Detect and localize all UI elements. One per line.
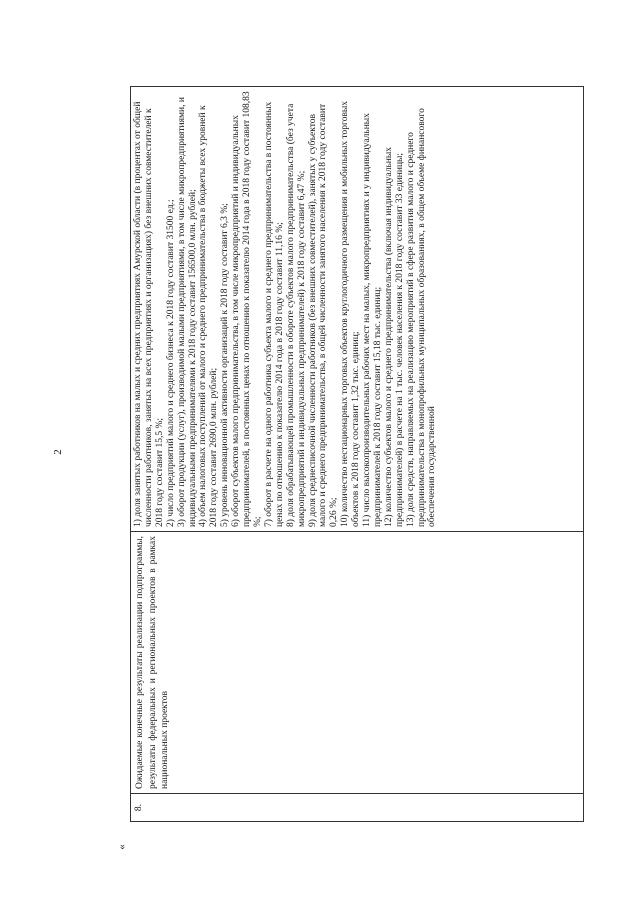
result-item: 10) количество нестационарных торговых объектов круглогодичного размещения и мобильных торговых объектов к 2018 году составит 1,32 тыс. единиц;	[340, 100, 362, 527]
results-cell	[131, 87, 583, 531]
result-item: 9) доля среднесписочной численности работников (без внешних совместителей), занятых у субъектов малого и среднего предпринимательства, в общей численности занятого населения к 2018 году составит 0,26 %;	[307, 103, 340, 527]
passport-table	[130, 86, 584, 822]
result-item: 5) уровень инновационной активности организаций к 2018 году составит 6,3 %;	[220, 203, 231, 527]
row-number: 8.	[131, 793, 583, 821]
result-item: 3) оборот продукции (услуг), производимой малыми предприятиями, в том числе микропредприятиями, и индивидуальными предпринимателями к 2018 году составит 156500,0 млн. рублей;	[176, 97, 198, 527]
result-item: 13) доля средств, направляемых на реализацию мероприятий в сфере развития малого и среднего предпринимательства в монопрофильных муниципальных образованиях, в общем объеме финансового обеспечения государственной	[405, 108, 438, 527]
result-item: 4) объем налоговых поступлений от малого и среднего предпринимательства в бюджеты всех уровней к 2018 году составит 2690,0 млн. рублей;	[198, 105, 220, 527]
result-item: 12) количество субъектов малого и среднего предпринимательства (включая индивидуальных предпринимателей) в расчете на 1 тыс. человек населения к 2018 году составит 33 единицы;	[383, 147, 405, 527]
result-item: 6) оборот субъектов малого предпринимательства, в том числе микропредприятий и индивидуальных предпринимателей, в постоянных ценах по отношению к показателю 2014 года в 2018 году составит 108,83 %;	[231, 91, 263, 527]
result-item: 2) число предприятий малого и среднего бизнеса к 2018 году составит 31500 ед.;	[165, 199, 176, 527]
result-item: 7) оборот в расчете на одного работника субъекта малого и среднего предпринимательства в постоянных ценах по отношению к показателю 2014 года в 2018 году составит 11,16 %;	[263, 101, 285, 527]
result-item: 11) число высокопроизводительных рабочих мест на малых, микропредприятиях и у индивидуальных предпринимателей к 2018 году составит 15,18 тыс. единиц;	[362, 113, 383, 527]
opening-quote: «	[116, 844, 128, 850]
row-name: Ожидаемые конечные результаты реализации подпрограммы, результаты федеральных и региональных проектов в рамках национальных проектов	[131, 531, 583, 793]
result-item: 8) доля обрабатывающей промышленности в обороте субъектов малого предпринимательства (без учета микропредприятий и индивидуальных предпринимателей) к 2018 году составит 6,47 %;	[285, 103, 307, 527]
page-number: 2	[52, 449, 64, 455]
table-row	[130, 86, 584, 822]
result-item: 1) доля занятых работников на малых и средних предприятиях Амурской области (в процентах от общей численности работников, занятых на всех предприятиях и организациях) без внешних совместителей к 2018 году составит 15,5 %;	[133, 101, 165, 527]
